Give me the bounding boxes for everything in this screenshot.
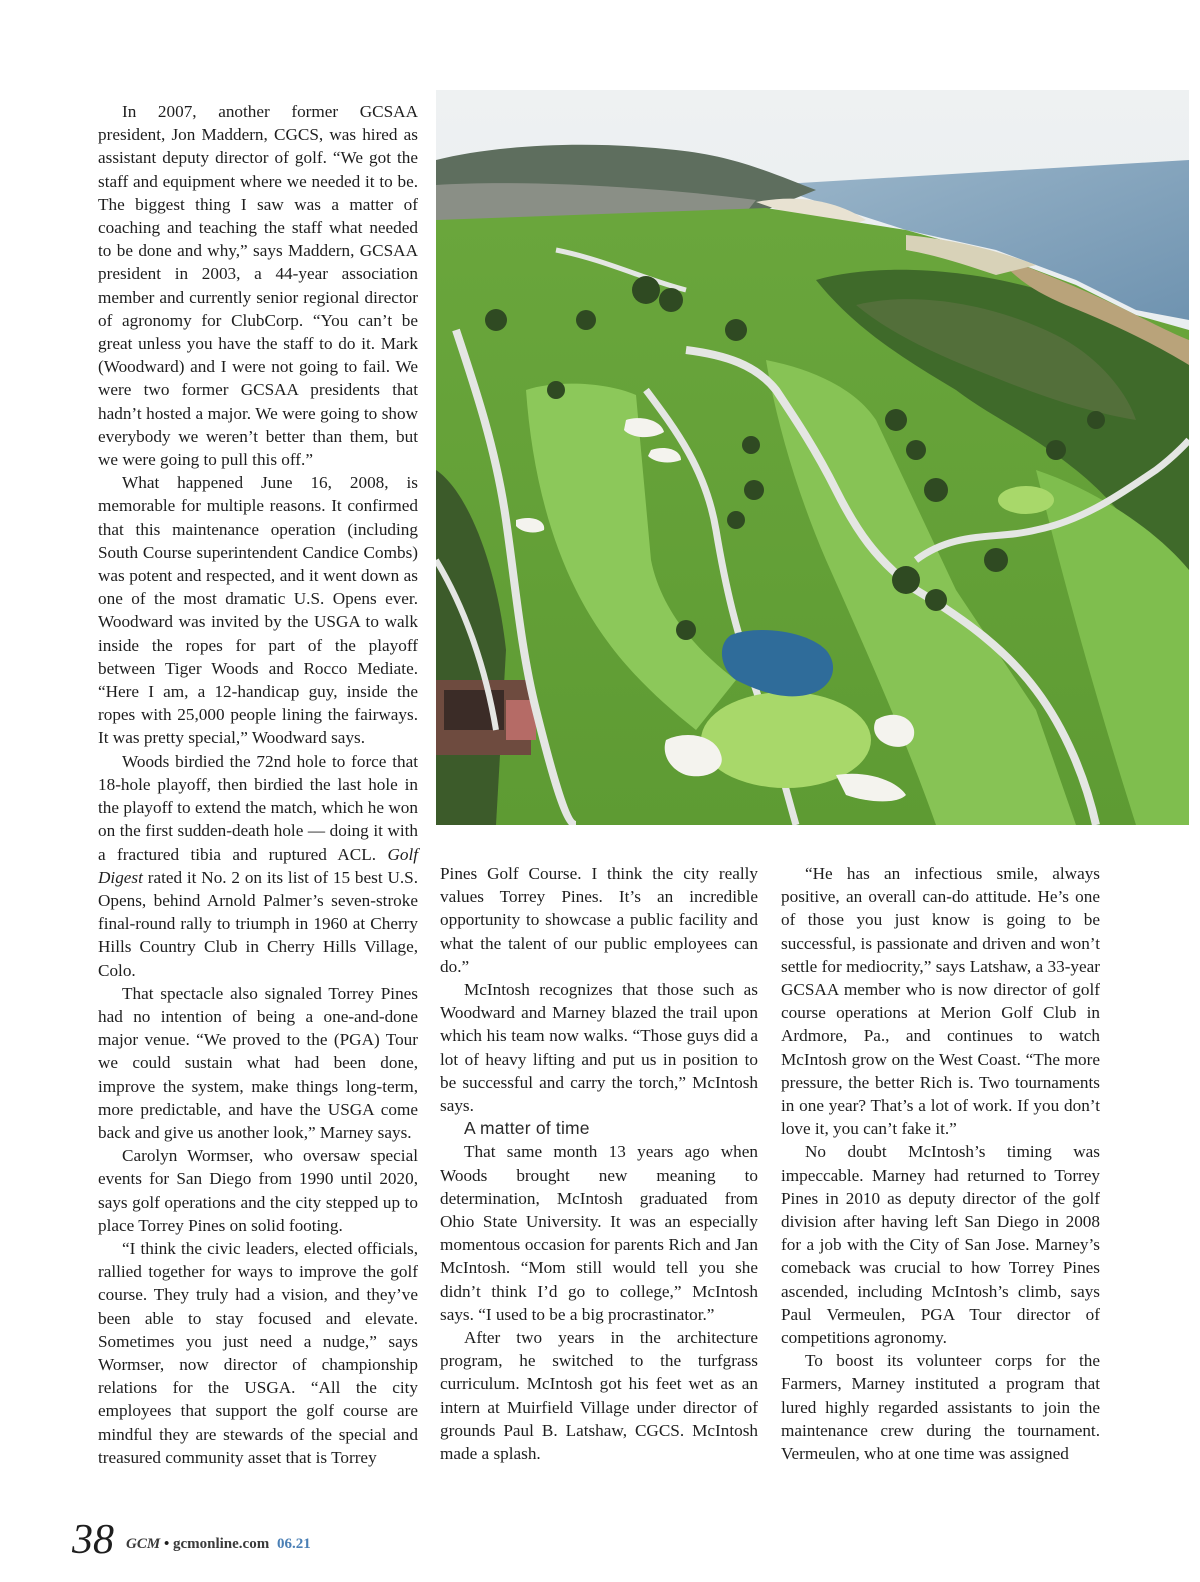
- paragraph-text: rated it No. 2 on its list of 15 best U.S. Opens, behind Arnold Palmer’s seven-stroke final-round rally to triumph in 1960 at Cherry Hills Country Club in Cherry Hills Village, Colo.: [98, 867, 419, 980]
- footer-line: [126, 1536, 311, 1553]
- article-column-1: [98, 100, 418, 1469]
- article-column-2: [440, 862, 758, 1465]
- paragraph: What happened June 16, 2008, is memorable for multiple reasons. It confirmed that this maintenance operation (including South Course superintendent Candice Combs) was potent and respected, and it went down as one of the most dramatic U.S. Opens ever. Woodward was invited by the USGA to walk inside the ropes for part of the playoff between Tiger Woods and Rocco Mediate. “Here I am, a 12-handicap guy, inside the ropes with 25,000 people lining the fairways. It was pretty special,” Woodward says.: [98, 473, 418, 748]
- section-subhead: A matter of time: [464, 1118, 590, 1139]
- paragraph: In 2007, another former GCSAA president, Jon Maddern, CGCS, was hired as assistant deputy director of golf. “We got the staff and equipment where we needed it to be. The biggest thing I saw was a matter of coaching and teaching the staff what needed to be done and why,” says Maddern, GCSAA president in 2003, a 44-year association member and currently senior regional director of agronomy for ClubCorp. “You can’t be great unless you have the staff to do it. Mark (Woodward) and I were not going to fail. We were two former GCSAA presidents that hadn’t hosted a major. We were going to show everybody we weren’t better than them, but we were going to pull this off.”: [98, 102, 418, 470]
- paragraph: Pines Golf Course. I think the city really values Torrey Pines. It’s an incredible opportunity to showcase a public facility and what the talent of our public employees can do.”: [440, 864, 758, 976]
- bullet-separator: •: [163, 1536, 170, 1552]
- website-url: gcmonline.com: [172, 1536, 270, 1552]
- paragraph: After two years in the architecture program, he switched to the turfgrass curriculum. McIntosh got his feet wet as an intern at Muirfield Village under director of grounds Paul B. Latshaw, CGCS. McIntosh made a splash.: [440, 1328, 758, 1464]
- article-column-3: [781, 862, 1100, 1465]
- aerial-golf-course-photo: [436, 90, 1189, 825]
- paragraph: No doubt McIntosh’s timing was impeccable. Marney had returned to Torrey Pines in 2010 as deputy director of the golf division after having left San Diego in 2008 for a job with the City of San Jose. Marney’s comeback was crucial to how Torrey Pines ascended, including McIntosh’s climb, says Paul Vermeulen, PGA Tour director of competitions agronomy.: [781, 1142, 1100, 1348]
- paragraph: Carolyn Wormser, who oversaw special events for San Diego from 1990 until 2020, says golf operations and the city stepped up to place Torrey Pines on solid footing.: [98, 1146, 418, 1235]
- publication-name: Golf Digest: [98, 844, 419, 887]
- magazine-name: GCM: [126, 1536, 161, 1552]
- paragraph: McIntosh recognizes that those such as Woodward and Marney blazed the trail upon which his team now walks. “Those guys did a lot of heavy lifting and put us in position to be successful and carry the torch,” McIntosh says.: [440, 980, 758, 1116]
- paragraph: “I think the civic leaders, elected officials, rallied together for ways to improve the golf course. They truly had a vision, and they’ve been able to stay focused and elevate. Sometimes you just need a nudge,” says Wormser, now director of championship relations for the USGA. “All the city employees that support the golf course are mindful they are stewards of the special and treasured community asset that is Torrey: [98, 1238, 418, 1467]
- issue-date: 06.21: [276, 1536, 311, 1552]
- page-number: 38: [72, 1517, 114, 1563]
- paragraph: To boost its volunteer corps for the Farmers, Marney instituted a program that lured highly regarded assistants to join the maintenance crew during the tournament. Vermeulen, who at one time was assigned: [781, 1351, 1100, 1464]
- paragraph-text: Woods birdied the 72nd hole to force that 18-hole playoff, then birdied the last hole in the playoff to extend the match, which he won on the first sudden-death hole — doing it with a fractured tibia and ruptured ACL.: [98, 751, 418, 864]
- paragraph: That same month 13 years ago when Woods brought new meaning to determination, McIntosh graduated from Ohio State University. It was an especially momentous occasion for parents Rich and Jan McIntosh. “Mom still would tell you she didn’t think I’d go to college,” McIntosh says. “I used to be a big procrastinator.”: [440, 1142, 758, 1324]
- paragraph-woods: [98, 750, 418, 982]
- paragraph: “He has an infectious smile, always positive, an overall can-do attitude. He’s one of those you just know is going to be successful, is passionate and driven and won’t settle for mediocrity,” says Latshaw, a 33-year GCSAA member who is now director of golf course operations at Merion Golf Club in Ardmore, Pa., and continues to watch McIntosh grow on the West Coast. “The more pressure, the better Rich is. Two tournaments in one year? That’s a lot of work. If you don’t love it, you can’t fake it.”: [781, 864, 1100, 1139]
- paragraph: That spectacle also signaled Torrey Pines had no intention of being a one-and-done major venue. “We proved to the (PGA) Tour we could sustain what had been done, improve the system, make things long-term, more predictable, and have the USGA come back and give us another look,” Marney says.: [98, 983, 418, 1142]
